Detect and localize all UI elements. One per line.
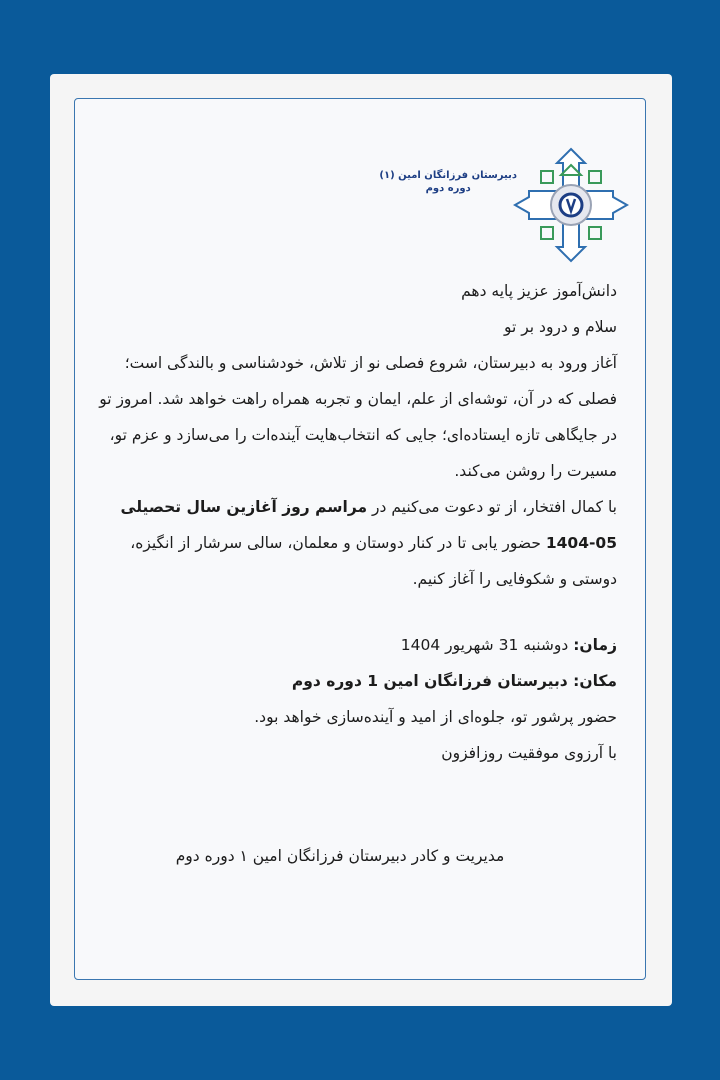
signature: مدیریت و کادر دبیرستان فرزانگان امین ۱ دوره دوم <box>175 847 505 865</box>
place-label: مکان: <box>573 672 617 690</box>
logo-name-line1: دبیرستان فرزانگان امین (۱) <box>379 170 517 181</box>
closing-line-1: حضور پرشور تو، جلوه‌ای از امید و آینده‌سازی خواهد بود. <box>254 708 617 726</box>
invitation-frame <box>74 98 646 980</box>
letter-body <box>91 273 617 771</box>
event-time <box>91 627 617 663</box>
time-label: زمان: <box>573 636 617 654</box>
logo-name-line2: دوره دوم <box>425 183 471 194</box>
invite-post: حضور یابی تا در کنار دوستان و معلمان، سالی سرشار از انگیزه، دوستی و شکوفایی را آغاز کنیم. <box>130 534 617 588</box>
event-place <box>91 663 617 699</box>
salutation: سلام و درود بر تو <box>504 318 617 336</box>
school-logo <box>411 147 631 267</box>
invitation-paragraph <box>91 489 617 597</box>
place-value: دبیرستان فرزانگان امین 1 دوره دوم <box>291 672 574 690</box>
intro-paragraph: آغاز ورود به دبیرستان، شروع فصلی نو از تلاش، خودشناسی و بالندگی است؛ فصلی که در آن، توشه‌ای از علم، ایمان و تجربه همراه راهت خواهد شد. امروز تو در جایگاهی تازه ایستاده‌ای؛ جایی که انتخاب‌هایت آینده‌ات را می‌سازد و عزم تو، مسیرت را روشن می‌کند. <box>99 354 617 480</box>
invitation-card <box>50 74 672 1006</box>
time-value: دوشنبه 31 شهریور 1404 <box>400 636 574 654</box>
closing-line-2: با آرزوی موفقیت روزافزون <box>441 744 617 762</box>
logo-caption <box>379 169 517 195</box>
invite-pre: با کمال افتخار، از تو دعوت می‌کنیم در <box>367 498 617 516</box>
greeting: دانش‌آموز عزیز پایه دهم <box>461 282 617 300</box>
invite-event: مراسم روز آغازین سال تحصیلی 05-1404 <box>120 498 617 552</box>
